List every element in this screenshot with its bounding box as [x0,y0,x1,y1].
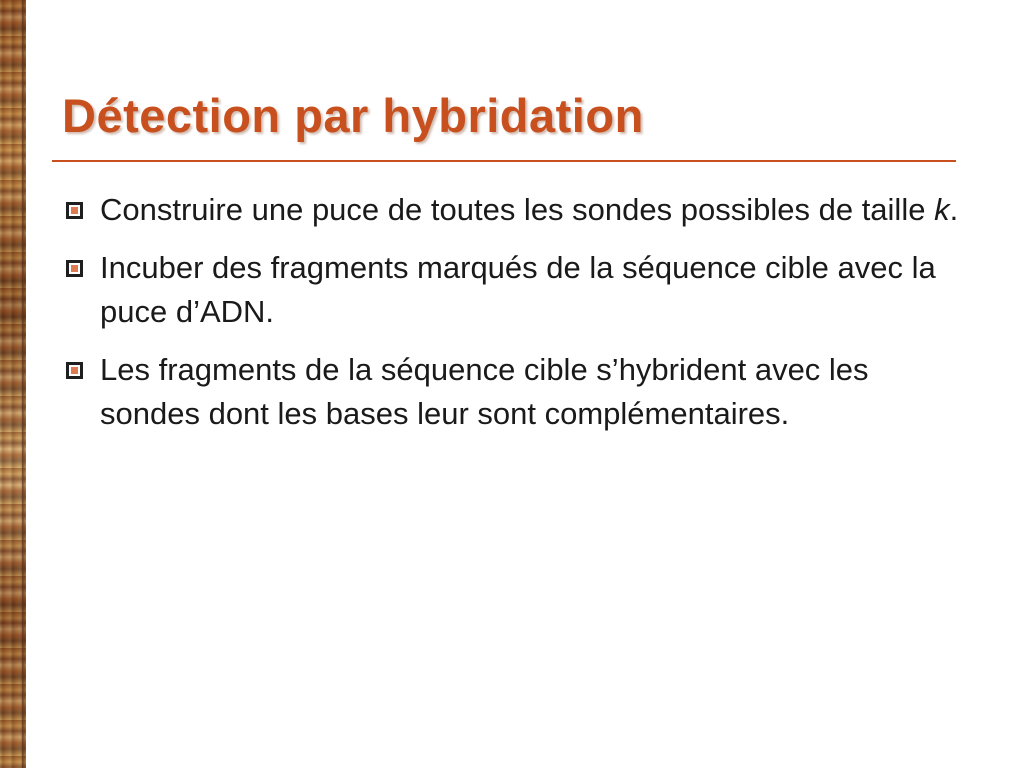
title-underline [52,160,956,162]
square-bullet-icon [66,202,83,219]
bullet-item-2 [64,246,964,334]
bullet-text-1-main: Construire une puce de toutes les sondes possibles de taille [100,192,935,227]
bullet-text-1-italic: k [934,192,950,227]
side-strip-edge [22,0,26,768]
bullet-item-3 [64,348,964,436]
square-bullet-icon [66,362,83,379]
square-bullet-icon [66,260,83,277]
bullet-text-1-end: . [949,192,959,227]
bullet-text-3: Les fragments de la séquence cible s’hybrident avec les sondes dont les bases leur sont complémentaires. [100,352,869,431]
bullet-list [64,188,964,450]
bullet-text-1 [100,192,958,227]
slide-title: Détection par hybridation [62,89,644,142]
bullet-item-1 [64,188,964,232]
bullet-text-2: Incuber des fragments marqués de la séquence cible avec la puce d’ADN. [100,250,936,329]
